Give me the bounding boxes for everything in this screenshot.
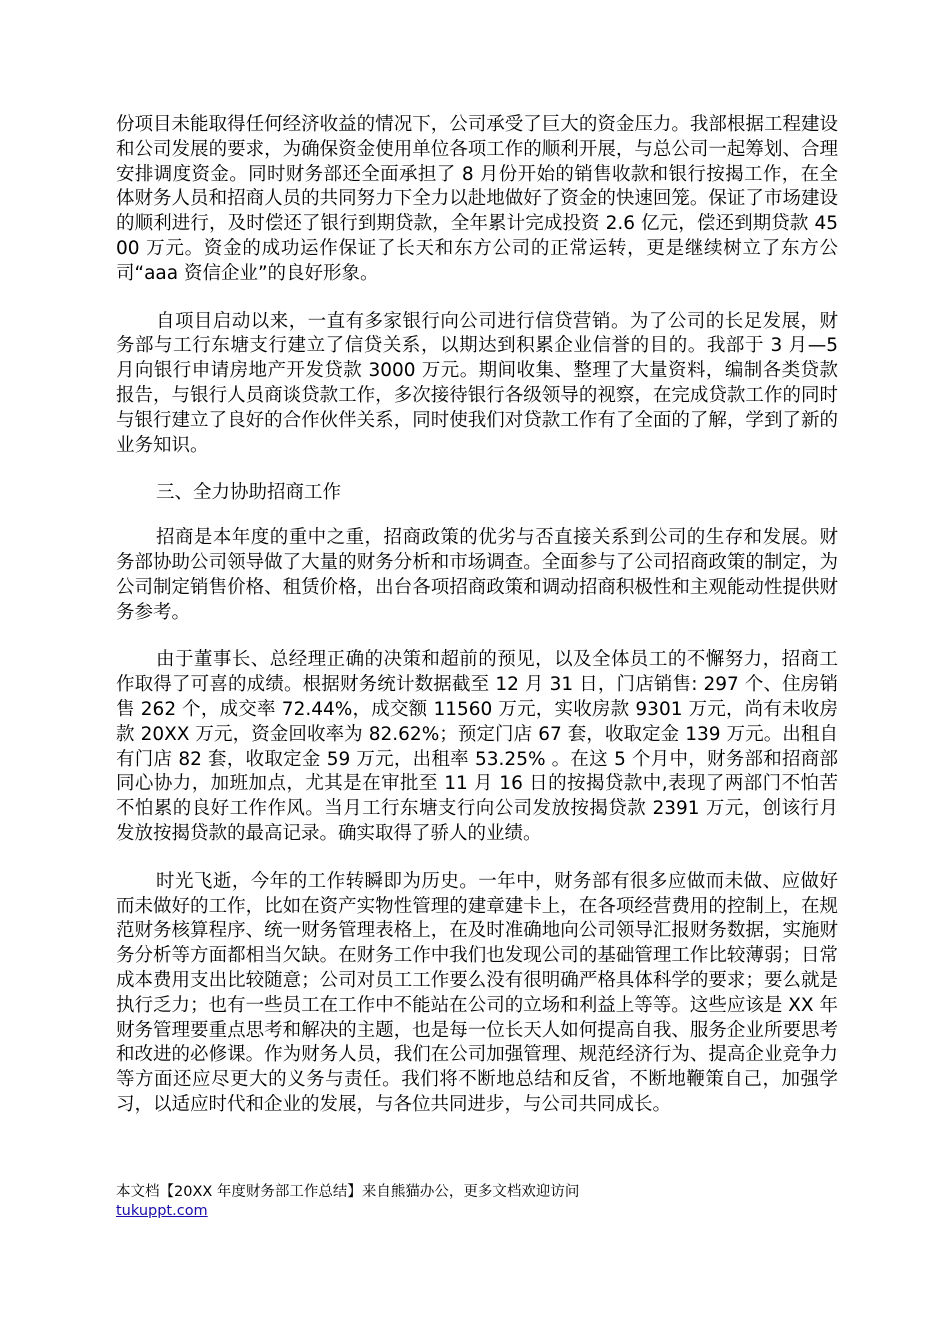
paragraph-credit: 自项目启动以来，一直有多家银行向公司进行信贷营销。为了公司的长足发展，财务部与工行东塘支行建立了信贷关系，以期达到积累企业信誉的目的。我部于 3 月—5 月向银行申请房地产开发贷款 3000 万元。期间收集、整理了大量资料，编制各类贷款报告，与银行人员商谈贷款工作，多次接待银行各级领导的视察，在完成贷款工作的同时与银行建立了良好的合作伙伴关系，同时使我们对贷款工作有了全面的了解，学到了新的业务知识。 [116,310,838,456]
footer-link[interactable]: tukuppt.com [116,1203,208,1219]
footer-source-text: 本文档【20XX 年度财务部工作总结】来自熊猫办公，更多文档欢迎访问 [116,1184,580,1200]
document-footer [116,1183,838,1221]
section-heading-investment: 三、全力协助招商工作 [156,482,342,504]
paragraph-funding: 份项目未能取得任何经济收益的情况下，公司承受了巨大的资金压力。我部根据工程建设和公司发展的要求，为确保资金使用单位各项工作的顺利开展，与总公司一起筹划、合理安排调度资金。同时财务部还全面承担了 8 月份开始的销售收款和银行按揭工作，在全体财务人员和招商人员的共同努力下全力以赴地做好了资金的快速回笼。保证了市场建设的顺利进行，及时偿还了银行到期贷款，全年累计完成投资 2.6 亿元，偿还到期贷款 4500 万元。资金的成功运作保证了长天和东方公司的正常运转，更是继续树立了东方公司“aaa 资信企业”的良好形象。 [116,114,838,284]
document-body [116,113,838,1141]
paragraph-investment-results: 由于董事长、总经理正确的决策和超前的预见，以及全体员工的不懈努力，招商工作取得了可喜的成绩。根据财务统计数据截至 12 月 31 日，门店销售: 297 个、住房销售 262 个，成交率 72.44%，成交额 11560 万元，实收房款 9301 万元，尚有未收房款 20XX 万元，资金回收率为 82.62%；预定门店 67 套，收取定金 139 万元。出租自有门店 82 套，收取定金 59 万元，出租率 53.25% 。在这 5 个月中，财务部和招商部同心协力，加班加点，尤其是在审批至 11 月 16 日的按揭贷款中,表现了两部门不怕苦不怕累的良好工作作风。当月工行东塘支行向公司发放按揭贷款 2391 万元，创该行月发放按揭贷款的最高记录。确实取得了骄人的业绩。 [116,649,838,844]
paragraph-investment-policy: 招商是本年度的重中之重，招商政策的优劣与否直接关系到公司的生存和发展。财务部协助公司领导做了大量的财务分析和市场调查。全面参与了公司招商政策的制定，为公司制定销售价格、租赁价格，出台各项招商政策和调动招商积极性和主观能动性提供财务参考。 [116,527,838,623]
paragraph-summary: 时光飞逝，今年的工作转瞬即为历史。一年中，财务部有很多应做而未做、应做好而未做好的工作，比如在资产实物性管理的建章建卡上，在各项经营费用的控制上，在规范财务核算程序、统一财务管理表格上，在及时准确地向公司领导汇报财务数据，实施财务分析等方面都相当欠缺。在财务工作中我们也发现公司的基础管理工作比较薄弱；日常成本费用支出比较随意；公司对员工工作要么没有很明确严格具体科学的要求；要么就是执行乏力；也有一些员工在工作中不能站在公司的立场和利益上等等。这些应该是 XX 年财务管理要重点思考和解决的主题，也是每一位长天人如何提高自我、服务企业所要思考和改进的必修课。作为财务人员，我们在公司加强管理、规范经济行为、提高企业竞争力等方面还应尽更大的义务与责任。我们将不断地总结和反省，不断地鞭策自己，加强学习，以适应时代和企业的发展，与各位共同进步，与公司共同成长。 [116,870,838,1115]
